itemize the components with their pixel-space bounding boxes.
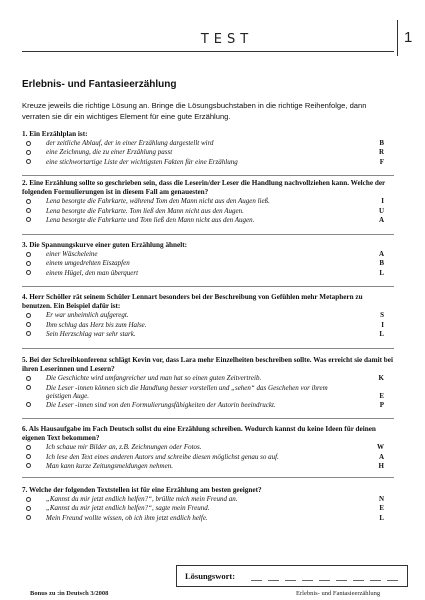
answer-option[interactable] [22,453,394,462]
answer-option[interactable] [22,269,394,278]
header-rule [22,51,394,52]
question-6 [22,425,394,471]
radio-circle-icon[interactable] [26,385,31,390]
section-divider [22,418,394,419]
header-title: TEST [200,32,254,47]
section-divider [22,234,394,235]
letter-blank[interactable] [336,580,347,581]
section-divider [22,286,394,287]
radio-circle-icon[interactable] [26,322,31,327]
answer-option[interactable] [22,216,394,225]
section-divider [22,348,394,349]
footer-source: Bonus zu :in Deutsch 3/2008 [30,590,109,597]
letter-blank[interactable] [302,580,313,581]
answer-option[interactable] [22,158,394,167]
radio-circle-icon[interactable] [26,270,31,275]
question-3 [22,241,394,278]
solution-letter: S [380,311,384,320]
answer-option[interactable] [22,259,394,268]
section-divider [22,175,394,176]
option-text: Lena besorgte die Fahrkarte, während Tom den Mann nicht aus den Augen ließ. [46,197,270,206]
answer-option[interactable] [22,321,394,330]
solution-letter: N [378,495,384,504]
answer-option[interactable] [22,139,394,148]
letter-blank[interactable] [370,580,381,581]
radio-circle-icon[interactable] [26,402,31,407]
option-text: einem Hügel, den man überquert [46,268,139,277]
solution-letter: I [381,197,384,206]
question-text: 6. Als Hausaufgabe im Fach Deutsch sollst du eine Erzählung schreiben. Wodurch kannst du keine Ideen für deinen eigenen Text bekommen? [22,425,376,443]
option-text: Die Leser -innen können sich die Handlung besser vorstellen und „sehen“ das Geschehen vor ihrem geistigen Auge. [46,383,328,401]
option-text: der zeitliche Ablauf, der in einer Erzählung dargestellt wird [46,139,214,148]
option-text: einer Wäscheleine [46,250,98,259]
letter-blank[interactable] [319,580,330,581]
option-text: Mein Freund wollte wissen, ob ich ihm jetzt endlich helfe. [46,513,208,522]
question-text: 7. Welche der folgenden Textstellen ist für eine Erzählung am besten geeignet? [22,486,262,494]
answer-option[interactable] [22,311,394,320]
question-text: 5. Bei der Schreibkonferenz schlägt Kevin vor, dass Lara mehr Einzelheiten beschreiben sollte. Was erreicht sie damit bei ihren Leserinnen und Lesern? [22,356,393,374]
solution-word-box [176,565,408,587]
option-text: Lena besorgte die Fahrkarte. Tom ließ den Mann nicht aus den Augen. [46,206,244,215]
option-text: eine Zeichnung, die zu einer Erzählung passt [46,148,173,157]
solution-letter: B [379,139,384,148]
solution-letter: H [378,461,384,470]
radio-circle-icon[interactable] [26,445,31,450]
answer-option[interactable] [22,374,394,383]
radio-circle-icon[interactable] [26,313,31,318]
solution-letter: P [379,400,384,409]
answer-option[interactable] [22,330,394,339]
answer-option[interactable] [22,207,394,216]
solution-letter: F [379,157,384,166]
answer-option[interactable] [22,495,394,504]
solution-letter: A [378,452,384,461]
solution-letter: L [379,513,384,522]
solution-letter: L [379,268,384,277]
answer-option[interactable] [22,504,394,513]
instructions-text: Kreuze jeweils die richtige Lösung an. Bringe die Lösungsbuchstaben in die richtige Reihenfolge, dann verraten sie dir ein wichtiges Element für eine gute Erzählung. [22,101,367,121]
option-text: „Kannst du mir jetzt endlich helfen?“, brüllte mich mein Freund an. [46,495,238,504]
radio-circle-icon[interactable] [26,376,31,381]
option-text: einem umgedrehten Eiszapfen [46,259,130,268]
radio-circle-icon[interactable] [26,199,31,204]
question-7 [22,486,394,523]
footer-topic: Erlebnis- und Fantasieerzählung [296,590,381,597]
question-5 [22,356,394,410]
question-text: 4. Herr Schöller rät seinem Schüler Lennart besonders bei der Beschreibung von Gefühlen mehr Metaphern zu benutzen. Ein Beispiel dafür ist: [22,293,363,311]
solution-letter: E [379,504,384,513]
radio-circle-icon[interactable] [26,515,31,520]
solution-letter: A [378,215,384,224]
radio-circle-icon[interactable] [26,208,31,213]
option-text: Lena besorgte die Fahrkarte und Tom ließ den Mann nicht aus den Augen. [46,215,255,224]
solution-letter: B [379,259,384,268]
radio-circle-icon[interactable] [26,454,31,459]
section-divider [22,477,394,478]
solution-letter: R [378,148,384,157]
solution-letter: E [379,392,384,401]
option-text: Man kann kurze Zeitungsmeldungen nehmen. [46,461,173,470]
option-text: „Kannst du mir jetzt endlich helfen?“, sagte mein Freund. [46,504,210,513]
header-vertical-line [397,20,398,56]
solution-letter: W [377,443,384,452]
option-text: eine stichwortartige Liste der wichtigsten Fakten für eine Erzählung [46,157,238,166]
question-1 [22,130,394,167]
solution-letter: K [378,374,384,383]
radio-circle-icon[interactable] [26,463,31,468]
question-4 [22,293,394,339]
radio-circle-icon[interactable] [26,506,31,511]
letter-blank[interactable] [268,580,279,581]
radio-circle-icon[interactable] [26,331,31,336]
radio-circle-icon[interactable] [26,252,31,257]
option-text: Sein Herzschlag war sehr stark. [46,329,136,338]
option-text: Ich lese den Text eines anderen Autors und schreibe diesen möglichst genau so auf. [46,452,279,461]
question-text: 3. Die Spannungskurve einer guten Erzählung ähnelt: [22,241,188,249]
radio-circle-icon[interactable] [26,141,31,146]
page-header [22,29,413,54]
solution-letter: U [378,206,384,215]
worksheet-title: Erlebnis- und Fantasieerzählung [22,79,177,90]
answer-option[interactable] [22,401,394,410]
radio-circle-icon[interactable] [26,217,31,222]
page-number: 1 [404,29,413,46]
radio-circle-icon[interactable] [26,150,31,155]
radio-circle-icon[interactable] [26,497,31,502]
letter-blank[interactable] [387,580,398,581]
question-text: 1. Ein Erzählplan ist: [22,130,88,138]
question-2 [22,179,394,225]
solution-letter: A [378,250,384,259]
solution-letter: I [381,320,384,329]
radio-circle-icon[interactable] [26,159,31,164]
letter-blank[interactable] [251,580,262,581]
letter-blank[interactable] [285,580,296,581]
answer-option[interactable] [22,514,394,523]
answer-option[interactable] [22,148,394,157]
option-text: Er war unheimlich aufgeregt. [46,311,129,320]
option-text: Die Leser -innen sind von den Formulierungsfähigkeiten der Autorin beeindruckt. [46,400,276,409]
solution-letter: L [379,329,384,338]
answer-option[interactable] [22,197,394,206]
option-text: Ihm schlug das Herz bis zum Halse. [46,320,147,329]
solution-word-label: Lösungswort: [185,571,236,581]
radio-circle-icon[interactable] [26,261,31,266]
answer-option[interactable] [22,250,394,259]
letter-blank[interactable] [353,580,364,581]
answer-option[interactable] [22,462,394,471]
option-text: Die Geschichte wird umfangreicher und man hat so einen guten Zeitvertreib. [46,374,262,383]
answer-option[interactable] [22,384,394,401]
answer-option[interactable] [22,443,394,452]
option-text: Ich schaue mir Bilder an, z.B. Zeichnungen oder Fotos. [46,443,202,452]
question-text: 2. Eine Erzählung sollte so geschrieben sein, dass die Leserin/der Leser die Handlung nachvollziehen kann. Welche der folgenden Formulierungen ist in diesem Fall am genauesten? [22,179,386,197]
